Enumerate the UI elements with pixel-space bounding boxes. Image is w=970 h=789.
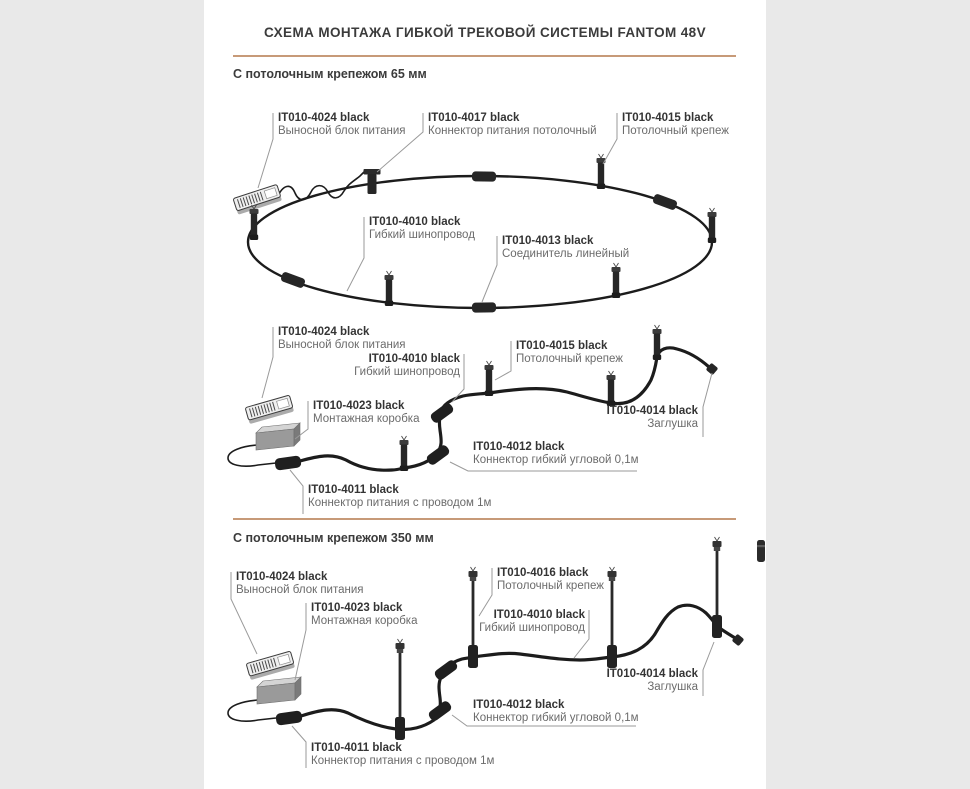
part-label-4012: IT010-4012 black Коннектор гибкий угловой 0,1м: [473, 699, 639, 724]
power-feed-connector: [274, 455, 301, 471]
part-label-4023: IT010-4023 black Монтажная коробка: [313, 400, 420, 425]
part-label-4010: IT010-4010 black Гибкий шинопровод: [354, 353, 460, 378]
part-label-4024: IT010-4024 black Выносной блок питания: [278, 112, 406, 137]
power-supply-unit: [245, 395, 294, 424]
part-label-4011: IT010-4011 black Коннектор питания с проводом 1м: [311, 742, 495, 767]
part-label-4015: IT010-4015 black Потолочный крепеж: [516, 340, 623, 365]
mounting-box: [256, 423, 300, 450]
part-label-4014: IT010-4014 black Заглушка: [606, 668, 698, 693]
ceiling-mount-65-icon: [653, 325, 662, 360]
part-label-4014: IT010-4014 black Заглушка: [606, 405, 698, 430]
part-label-4013: IT010-4013 black Соединитель линейный: [502, 235, 630, 260]
part-label-4016: IT010-4016 black Потолочный крепеж: [497, 567, 604, 592]
section-heading-65mm: С потолочным крепежом 65 мм: [233, 67, 427, 81]
ceiling-mount-350-icon: [395, 639, 405, 740]
leader-line: [482, 236, 497, 302]
ceiling-mount-65-icon: [250, 205, 259, 240]
power-supply-unit: [246, 651, 295, 680]
ceiling-mount-65-icon: [597, 154, 606, 189]
part-label-4024: IT010-4024 black Выносной блок питания: [236, 571, 364, 596]
leader-line: [495, 341, 511, 380]
leader-line: [290, 470, 303, 514]
power-feed-connector: [275, 710, 302, 726]
linear-connector: [652, 193, 678, 211]
ceiling-mount-65-icon: [708, 208, 717, 243]
leader-line: [292, 726, 306, 768]
corner-connector: [429, 401, 455, 424]
leader-line: [703, 642, 714, 696]
part-label-4010: IT010-4010 black Гибкий шинопровод: [369, 216, 475, 241]
spare-pendant-part: [757, 540, 765, 562]
leader-line: [295, 603, 306, 680]
linear-connector: [280, 271, 306, 289]
linear-connector: [472, 302, 496, 312]
leader-line: [262, 327, 273, 398]
part-label-4015: IT010-4015 black Потолочный крепеж: [622, 112, 729, 137]
part-label-4024: IT010-4024 black Выносной блок питания: [278, 326, 406, 351]
part-label-4023: IT010-4023 black Монтажная коробка: [311, 602, 418, 627]
part-label-4017: IT010-4017 black Коннектор питания потолочный: [428, 112, 597, 137]
page-title: СХЕМА МОНТАЖА ГИБКОЙ ТРЕКОВОЙ СИСТЕМЫ FANTOM 48V: [264, 25, 706, 40]
corner-connector: [425, 443, 451, 466]
ceiling-mount-65-icon: [400, 436, 409, 471]
ceiling-mount-65-icon: [385, 271, 394, 306]
ceiling-mount-350-icon: [468, 567, 478, 668]
ceiling-mount-350-icon: [712, 537, 722, 638]
leader-line: [603, 113, 617, 164]
part-label-4011: IT010-4011 black Коннектор питания с проводом 1м: [308, 484, 492, 509]
leader-line: [258, 113, 273, 188]
part-label-4010: IT010-4010 black Гибкий шинопровод: [479, 609, 585, 634]
section-heading-350mm: С потолочным крепежом 350 мм: [233, 531, 434, 545]
part-label-4012: IT010-4012 black Коннектор гибкий угловой 0,1м: [473, 441, 639, 466]
mounting-box: [257, 677, 301, 704]
diagram-oval-65mm: [233, 113, 716, 313]
leader-line: [347, 217, 364, 291]
linear-connector: [472, 171, 496, 181]
ceiling-mount-65-icon: [612, 263, 621, 298]
feed-wire: [228, 700, 276, 721]
ceiling-mount-65-icon: [485, 361, 494, 396]
ceiling-mount-350-icon: [607, 567, 617, 668]
flexible-track-oval: [248, 176, 712, 308]
leader-line: [703, 373, 712, 437]
ceiling-mount-65-icon: [607, 371, 616, 406]
